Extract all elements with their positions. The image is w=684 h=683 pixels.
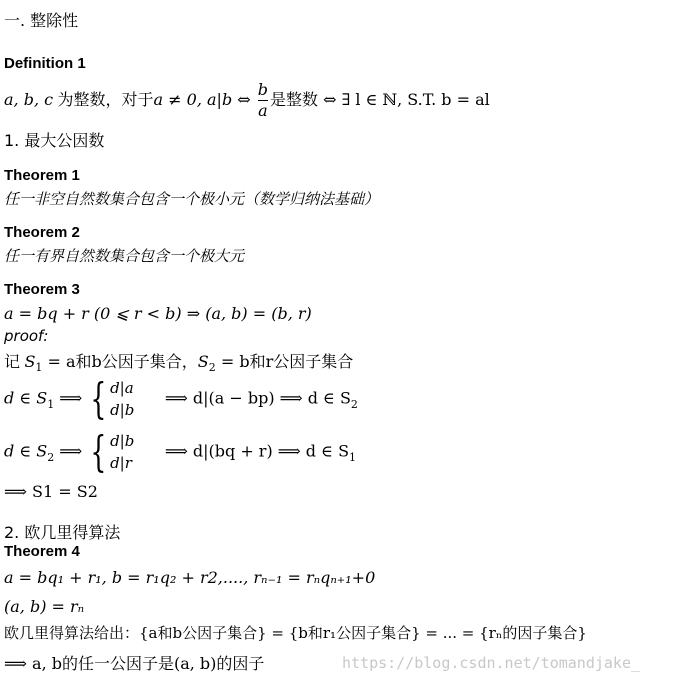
line1-cases bbox=[110, 377, 134, 421]
line2-cases bbox=[110, 430, 134, 474]
line2-case-top: d|b bbox=[110, 432, 135, 450]
note-end: = b和r公因子集合 bbox=[215, 352, 354, 371]
theorem-2-title: Theorem 2 bbox=[4, 224, 80, 241]
theorem-1-title: Theorem 1 bbox=[4, 167, 80, 184]
line1-case-top: d|a bbox=[110, 379, 134, 397]
proof-line-1: d ∈ $S_1$ ⟹ { d|a d|b ⟹ d|(a − bp) ⟹ d ∈ $S_2$ bbox=[4, 374, 358, 423]
note-middle: = a和b公因子集合， bbox=[42, 352, 198, 371]
def1-fraction bbox=[258, 80, 268, 121]
line1-prefix: d ∈ S bbox=[4, 388, 48, 408]
definition-1-title: Definition 1 bbox=[4, 55, 86, 72]
theorem-3-statement: a = bq + r (0 ⩽ r < b) ⇒ (a, b) = (b, r) bbox=[4, 304, 312, 323]
line1-result: ⟹ d|(a − bp) ⟹ d ∈ S bbox=[164, 388, 351, 408]
def1-vars: a, b, c bbox=[4, 90, 54, 109]
theorem-4-equation-2: (a, b) = rₙ bbox=[4, 597, 85, 616]
theorem-3-title: Theorem 3 bbox=[4, 281, 80, 298]
left-brace-icon: { bbox=[90, 374, 107, 423]
section-heading-gcd: 1. 最大公因数 bbox=[4, 131, 105, 150]
line2-case-bottom: d|r bbox=[110, 454, 132, 472]
proof-line-2: d ∈ $S_2$ ⟹ { d|b d|r ⟹ d|(bq + r) ⟹ d ∈ $S_1$ bbox=[4, 427, 357, 476]
def1-fraction-num: b bbox=[257, 80, 269, 99]
line1-arrow: ⟹ bbox=[54, 388, 88, 408]
section-heading-divisibility: 一. 整除性 bbox=[4, 11, 79, 30]
theorem-4-title: Theorem 4 bbox=[4, 543, 80, 560]
theorem-2-text: 任一有界自然数集合包含一个极大元 bbox=[4, 247, 245, 265]
def1-cond: a ≠ 0, a|b ⇔ bbox=[153, 90, 256, 109]
left-brace-icon: { bbox=[90, 427, 107, 476]
line2-prefix: d ∈ S bbox=[4, 441, 48, 461]
def1-text: 为整数，对于 bbox=[53, 92, 154, 109]
note-prefix: 记 bbox=[4, 354, 25, 371]
theorem-4-equation-3: 欧几里得算法给出：{a和b公因子集合} = {b和r₁公因子集合} = ... = {rₙ的因子集合} bbox=[4, 624, 587, 642]
theorem-4-equation-4: ⟹ a, b的任一公因子是(a, b)的因子 bbox=[4, 654, 265, 673]
theorem-1-text: 任一非空自然数集合包含一个极小元（数学归纳法基础） bbox=[4, 190, 380, 208]
line2-result: ⟹ d|(bq + r) ⟹ d ∈ S bbox=[164, 441, 350, 461]
definition-1-statement bbox=[4, 80, 490, 121]
def1-rest: 是整数 ⇔ ∃ l ∈ ℕ, S.T. b = al bbox=[270, 90, 490, 109]
line1-case-bottom: d|b bbox=[110, 401, 135, 419]
section-heading-euclid: 2. 欧几里得算法 bbox=[4, 523, 121, 542]
proof-label: proof: bbox=[4, 327, 49, 345]
def1-fraction-den: a bbox=[258, 101, 268, 120]
proof-conclusion: ⟹ S1 = S2 bbox=[4, 482, 98, 501]
proof-notation: 记 $S_1 = a$和b公因子集合，$S_2 = b$和r公因子集合 bbox=[4, 352, 354, 374]
set-s2: S bbox=[197, 352, 209, 371]
set-s1: S bbox=[24, 352, 36, 371]
line2-arrow: ⟹ bbox=[54, 441, 88, 461]
watermark: https://blog.csdn.net/tomandjake_ bbox=[342, 654, 641, 672]
theorem-4-equation-1: a = bq₁ + r₁, b = r₁q₂ + r2,...., rₙ₋₁ = rₙqₙ₊₁+0 bbox=[4, 568, 376, 587]
